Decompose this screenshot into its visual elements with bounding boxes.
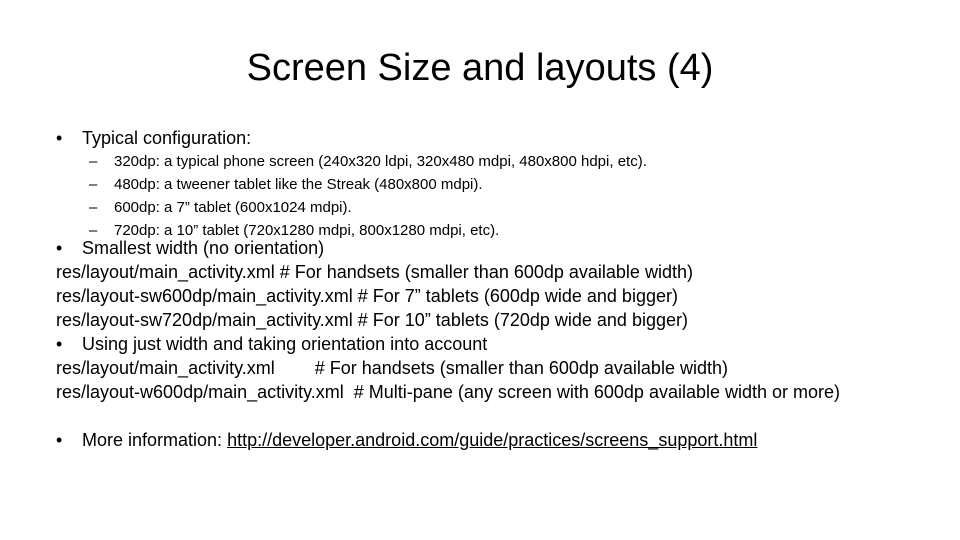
code-line: res/layout/main_activity.xml # For handsets (smaller than 600dp available width) bbox=[56, 262, 693, 282]
bullet-symbol: • bbox=[56, 238, 63, 258]
code-line: res/layout-sw720dp/main_activity.xml # For 10” tablets (720dp wide and bigger) bbox=[56, 310, 688, 330]
typical-configuration-label: Typical configuration: bbox=[82, 128, 252, 148]
dash-symbol: – bbox=[89, 176, 98, 193]
sub-item bbox=[89, 173, 483, 196]
dash-symbol: – bbox=[89, 199, 98, 216]
dash-symbol: – bbox=[89, 222, 98, 239]
bullet-symbol: • bbox=[56, 430, 63, 450]
android-docs-link[interactable]: http://developer.android.com/guide/practices/screens_support.html bbox=[227, 430, 758, 450]
bullet-smallest-width bbox=[56, 236, 324, 260]
smallest-width-label: Smallest width (no orientation) bbox=[82, 238, 325, 258]
bullet-symbol: • bbox=[56, 334, 63, 354]
sub-item-text: 480dp: a tweener tablet like the Streak (480x800 mdpi). bbox=[114, 176, 483, 193]
sub-item-text: 720dp: a 10” tablet (720x1280 mdpi, 800x1280 mdpi, etc). bbox=[114, 222, 500, 239]
slide-title: Screen Size and layouts (4) bbox=[246, 47, 714, 89]
bullet-symbol: • bbox=[56, 128, 63, 148]
code-line: res/layout/main_activity.xml # For handsets (smaller than 600dp available width) bbox=[56, 358, 728, 378]
dash-symbol: – bbox=[89, 153, 98, 170]
sub-item-text: 600dp: a 7” tablet (600x1024 mdpi). bbox=[114, 199, 352, 216]
code-line: res/layout-w600dp/main_activity.xml # Multi-pane (any screen with 600dp available width or more) bbox=[56, 382, 841, 402]
sub-item bbox=[89, 196, 352, 219]
width-orientation-label: Using just width and taking orientation into account bbox=[82, 334, 488, 354]
bullet-more-information bbox=[56, 428, 757, 452]
more-information-label: More information: bbox=[82, 430, 228, 450]
code-line: res/layout-sw600dp/main_activity.xml # For 7” tablets (600dp wide and bigger) bbox=[56, 286, 678, 306]
bullet-typical-configuration bbox=[56, 126, 251, 150]
sub-item bbox=[89, 150, 647, 173]
bullet-width-orientation bbox=[56, 332, 487, 356]
sub-item-text: 320dp: a typical phone screen (240x320 ldpi, 320x480 mdpi, 480x800 hdpi, etc). bbox=[114, 153, 647, 170]
